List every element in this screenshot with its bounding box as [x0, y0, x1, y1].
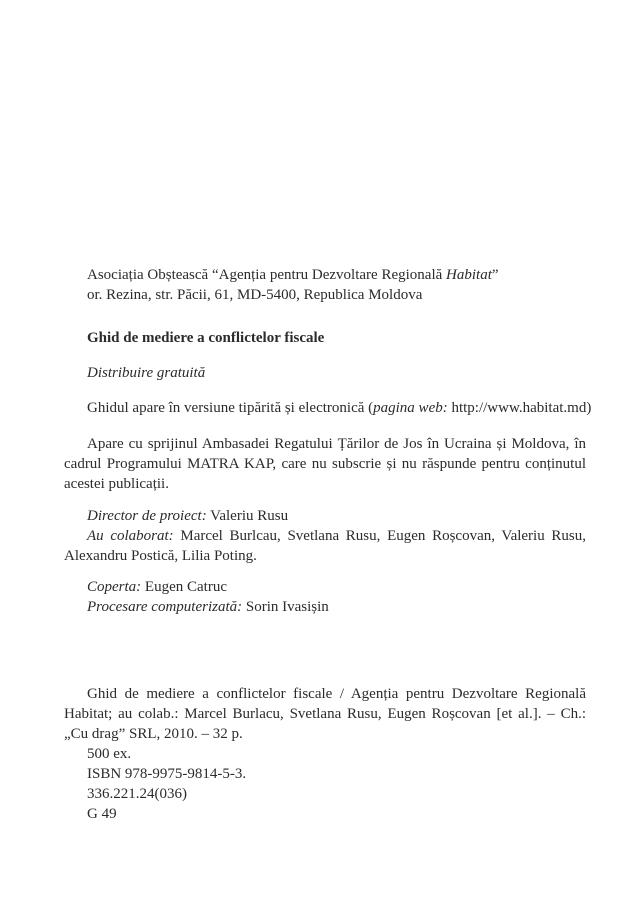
website-url: http://www.habitat.md) [447, 400, 592, 416]
credits-block [64, 506, 586, 566]
versions-block [64, 398, 609, 418]
publisher-name-prefix: Asociația Obștească “Agenția pentru Dezvoltare Regională [87, 267, 447, 283]
collaborators-label: Au colaborat: [87, 528, 174, 544]
collaborators-line [64, 526, 586, 566]
design-block [64, 577, 609, 617]
director-line [64, 506, 586, 526]
processing-name: Sorin Ivasișin [242, 599, 329, 615]
versions-note [87, 398, 609, 418]
publisher-address: or. Rezina, str. Păcii, 61, MD-5400, Republica Moldova [87, 287, 423, 303]
distribution-note: Distribuire gratuită [87, 365, 206, 381]
processing-line [87, 597, 609, 617]
cover-label: Coperta: [87, 579, 142, 595]
publisher-name [87, 265, 609, 285]
cover-name: Eugen Catruc [141, 579, 227, 595]
cip-description: Ghid de mediere a conflictelor fiscale / Agenția pentru Dezvoltare Regională Habitat; au colab.: Marcel Burlacu, Svetlana Rusu, Eugen Roșcovan [et al.]. – Ch.: „Cu drag” SRL, 2010. – 32 p. [64, 686, 586, 742]
versions-label: pagina web: [373, 400, 448, 416]
cip-isbn: ISBN 978-9975-9814-5-3. [87, 766, 247, 782]
publisher-block [64, 265, 609, 305]
director-name: Valeriu Rusu [206, 508, 289, 524]
cip-code: G 49 [87, 806, 117, 822]
cip-udc: 336.221.24(036) [87, 786, 187, 802]
title-block [64, 328, 609, 348]
versions-prefix: Ghidul apare în versiune tipărită și electronică ( [87, 400, 374, 416]
distribution-block [64, 363, 609, 383]
cip-block [64, 684, 586, 824]
publisher-name-suffix: ” [491, 267, 499, 283]
director-label: Director de proiect: [87, 508, 207, 524]
collaborators-names: Marcel Burlcau, Svetlana Rusu, Eugen Roșcovan, Valeriu Rusu, Alexandru Postică, Lilia Poting. [64, 528, 586, 564]
guide-title: Ghid de mediere a conflictelor fiscale [87, 330, 325, 346]
cover-line [87, 577, 609, 597]
processing-label: Procesare computerizată: [87, 599, 243, 615]
support-text: Apare cu sprijinul Ambasadei Regatului Țărilor de Jos în Ucraina și Moldova, în cadrul Programului MATRA KAP, care nu subscrie și nu răspunde pentru conținutul acestei publicații. [64, 436, 586, 492]
support-block [64, 434, 586, 494]
cip-copies: 500 ex. [87, 746, 132, 762]
publisher-name-italic: Habitat [446, 267, 492, 283]
